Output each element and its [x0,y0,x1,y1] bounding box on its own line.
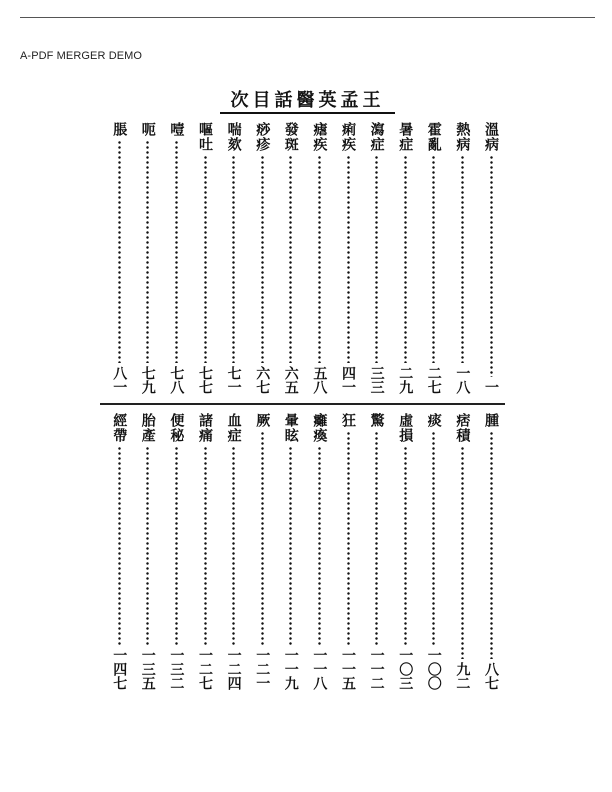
leader-dots [432,155,435,363]
toc-entry-label: 驚 [368,413,385,428]
leader-dots [261,155,264,363]
leader-dots [289,446,292,645]
watermark-text: A-PDF MERGER DEMO [20,50,143,62]
toc-entry-label: 瘧疾 [311,122,328,152]
toc-entry[interactable] [251,122,273,394]
toc-entry[interactable] [423,122,445,394]
toc-entry-page-number: 一一八 [311,648,328,690]
toc-entry-page-number: 七一 [225,366,242,394]
toc-entry-page-number: 一一二 [368,648,385,690]
toc-entry[interactable] [137,413,159,690]
top-rule [20,17,595,18]
toc-entry-label: 虛損 [397,413,414,443]
toc-entry-page-number: 七九 [139,366,156,394]
toc-entry-label: 便秘 [168,413,185,443]
toc-entry-page-number: 一一五 [340,648,356,690]
leader-dots [432,431,435,645]
toc-entry-label: 暈眩 [282,413,299,443]
leader-dots [289,155,292,363]
leader-dots [146,446,149,645]
leader-dots [146,140,149,363]
toc-entry-label: 痢疾 [340,122,356,152]
toc-entry-label: 瀉症 [368,122,385,152]
toc-entry-label: 熱病 [454,122,471,152]
toc-entry-label: 嘔吐 [197,122,213,152]
toc-entry[interactable] [165,413,187,690]
toc-entry[interactable] [108,413,130,690]
leader-dots [232,155,235,363]
toc-entry-page-number: 一 [483,380,499,394]
toc-entry[interactable] [480,122,502,394]
leader-dots [490,155,493,377]
leader-dots [175,140,178,363]
toc-entry[interactable] [366,413,388,690]
toc-entry-page-number: 一二四 [225,648,242,690]
leader-dots [118,140,121,363]
toc-entry-label: 呃 [139,122,156,137]
leader-dots [461,155,464,363]
toc-entry-page-number: 三三 [368,366,385,394]
toc-entry-page-number: 一二七 [197,648,213,690]
leader-dots [404,155,407,363]
toc-entry-label: 經帶 [111,413,128,443]
toc-entry-page-number: 二九 [397,366,414,394]
toc-entry-label: 喘欬 [225,122,242,152]
leader-dots [118,446,121,645]
toc-entry[interactable] [308,122,330,394]
toc-entry[interactable] [108,122,130,394]
toc-entry[interactable] [423,413,445,690]
toc-entry[interactable] [366,122,388,394]
toc-entry-label: 痞積 [454,413,471,443]
toc-entry-page-number: 一三二 [168,648,185,690]
toc-entry[interactable] [337,122,359,394]
toc-entry-label: 癱瘓 [311,413,328,443]
leader-dots [404,446,407,645]
leader-dots [204,446,207,645]
toc-entry[interactable] [308,413,330,690]
toc-entry[interactable] [223,413,245,690]
toc-entry-page-number: 九二 [454,662,471,690]
toc-entry[interactable] [280,413,302,690]
leader-dots [232,446,235,645]
leader-dots [204,155,207,363]
toc-entry[interactable] [394,413,416,690]
toc-entry-label: 腫 [483,413,499,428]
toc-entry-label: 痰 [425,413,442,428]
toc-entry-page-number: 一〇三 [397,648,414,690]
toc-entry[interactable] [194,413,216,690]
toc-entry-page-number: 一八 [454,366,471,394]
toc-entry[interactable] [337,413,359,690]
toc-entry-page-number: 二七 [425,366,442,394]
leader-dots [318,155,321,363]
toc-entry-page-number: 六七 [254,366,271,394]
toc-entry-page-number: 七七 [197,366,213,394]
toc-entry-page-number: 六五 [282,366,299,394]
toc-entry[interactable] [194,122,216,394]
toc-entry-label: 霍亂 [425,122,442,152]
title-underline [220,112,395,114]
toc-entry-label: 胎產 [139,413,156,443]
toc-entry[interactable] [451,122,473,394]
toc-entry[interactable] [280,122,302,394]
leader-dots [175,446,178,645]
toc-entry[interactable] [251,413,273,690]
leader-dots [461,446,464,659]
toc-entry-page-number: 一四七 [111,648,128,690]
toc-entry[interactable] [394,122,416,394]
toc-entry-page-number: 五八 [311,366,328,394]
leader-dots [347,155,350,363]
toc-entry-label: 厥 [254,413,271,428]
toc-entry-page-number: 四一 [340,366,356,394]
toc-entry-label: 狂 [340,413,356,428]
toc-entry-label: 噎 [168,122,185,137]
leader-dots [347,431,350,645]
toc-entry-page-number: 一〇〇 [425,648,442,690]
toc-entry-page-number: 八七 [483,662,499,690]
toc-entry-label: 脹 [111,122,128,137]
leader-dots [375,431,378,645]
leader-dots [318,446,321,645]
toc-entry-label: 溫病 [483,122,499,152]
toc-entry-page-number: 一二一 [254,648,271,690]
section-divider [100,403,505,405]
page-title: 王孟英醫話目次 [230,90,385,111]
toc-entry-label: 痧疹 [254,122,271,152]
toc-entry[interactable] [480,413,502,690]
toc-entry[interactable] [451,413,473,690]
toc-entry-label: 發斑 [282,122,299,152]
toc-entry-page-number: 一一九 [282,648,299,690]
leader-dots [261,431,264,645]
toc-entry-label: 血症 [225,413,242,443]
toc-entry-label: 暑症 [397,122,414,152]
leader-dots [490,431,493,659]
toc-entry-label: 諸痛 [197,413,213,443]
toc-entry[interactable] [223,122,245,394]
leader-dots [375,155,378,363]
toc-entry-page-number: 七八 [168,366,185,394]
toc-entry[interactable] [165,122,187,394]
toc-entry-page-number: 一三五 [139,648,156,690]
toc-entry-page-number: 八一 [111,366,128,394]
toc-entry[interactable] [137,122,159,394]
